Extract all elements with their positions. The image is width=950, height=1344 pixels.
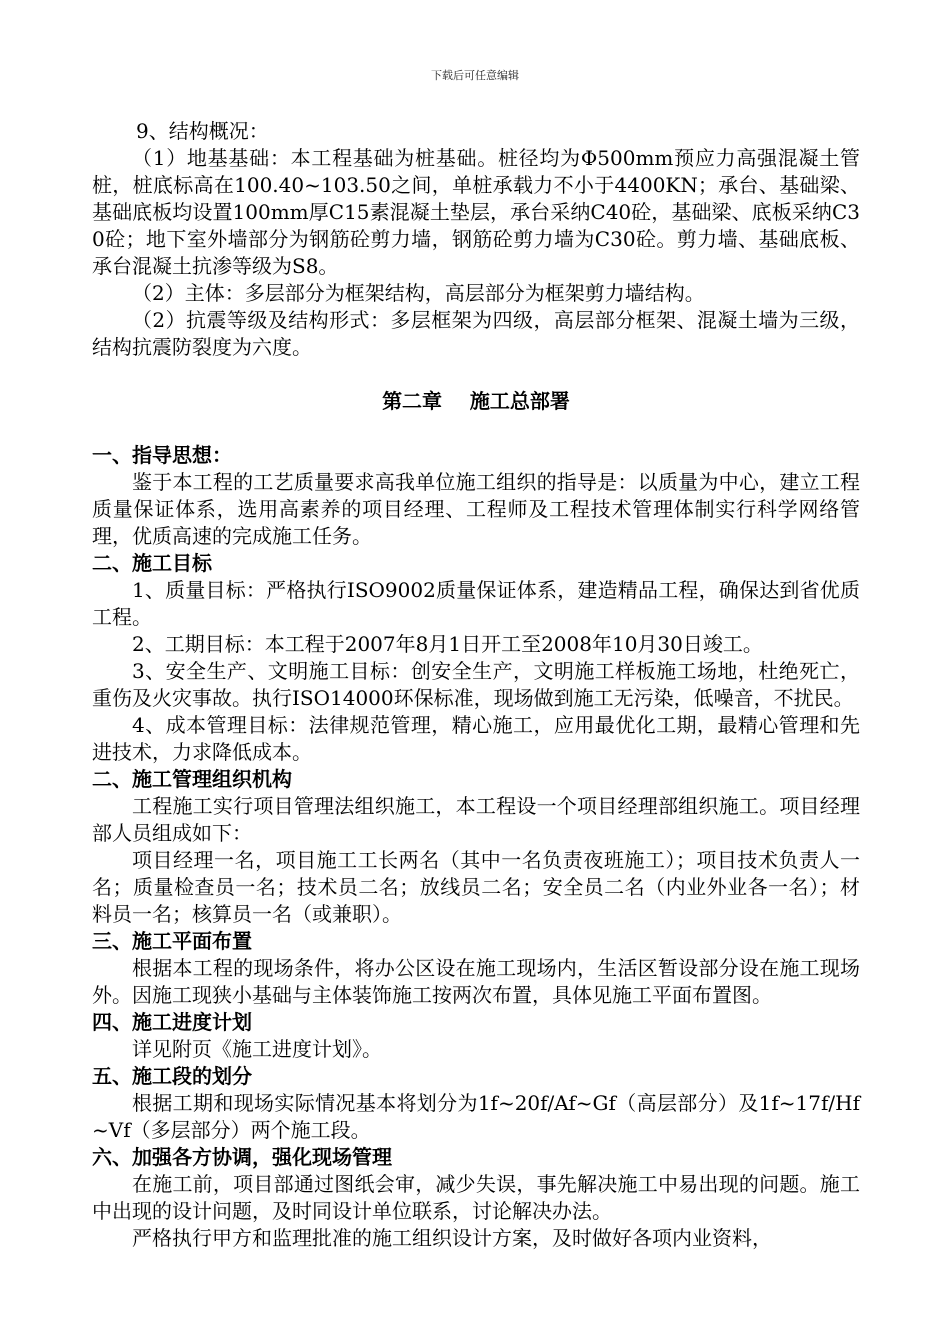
guiding-ideology-paragraph: 鉴于本工程的工艺质量要求高我单位施工组织的指导是：以质量为中心，建立工程质量保证体系，选用高素养的项目经理、工程师及工程技术管理体制实行科学网络管理，优质高速的完成施工任务。 (92, 470, 860, 548)
schedule-plan-paragraph: 详见附页《施工进度计划》。 (132, 1037, 382, 1061)
site-layout-paragraph: 根据本工程的现场条件，将办公区设在施工现场内，生活区暂设部分设在施工现场外。因施工现狭小基础与主体装饰施工按两次布置，具体见施工平面布置图。 (92, 956, 860, 1007)
section-heading-organization: 二、施工管理组织机构 (92, 767, 292, 791)
goal-cost: 4、成本管理目标：法律规范管理，精心施工，应用最优化工期，最精心管理和先进技术，力求降低成本。 (92, 713, 860, 764)
organization-paragraph-2: 项目经理一名，项目施工工长两名（其中一名负责夜班施工）；项目技术负责人一名；质量检查员一名；技术员二名；放线员二名；安全员二名（内业外业各一名）；材料员一名；核算员一名（或兼职）。 (92, 848, 860, 926)
section-heading-coordination: 六、加强各方协调，强化现场管理 (92, 1145, 392, 1169)
organization-paragraph-1: 工程施工实行项目管理法组织施工，本工程设一个项目经理部组织施工。项目经理部人员组成如下： (92, 794, 860, 845)
section-9-paragraph-2: （2）主体：多层部分为框架结构，高层部分为框架剪力墙结构。 (132, 281, 705, 305)
section-9-paragraph-1: （1）地基基础：本工程基础为桩基础。桩径均为Φ500mm预应力高强混凝土管桩，桩底标高在100.40~103.50之间，单桩承载力不小于4400KN；承台、基础梁、基础底板均设置100mm厚C15素混凝土垫层，承台采纳C40砼，基础梁、底板采纳C30砼；地下室外墙部分为钢筋砼剪力墙，钢筋砼剪力墙为C30砼。剪力墙、基础底板、承台混凝土抗渗等级为S8。 (92, 146, 860, 278)
document-body (92, 118, 860, 1252)
section-9-title: 9、结构概况： (136, 119, 269, 143)
section-heading-schedule-plan: 四、施工进度计划 (92, 1010, 252, 1034)
chapter-title: 第二章 施工总部署 (382, 389, 570, 413)
header-note: 下载后可任意编辑 (431, 69, 519, 82)
section-9-paragraph-3: （2）抗震等级及结构形式：多层框架为四级，高层部分框架、混凝土墙为三级，结构抗震防裂度为六度。 (92, 308, 860, 359)
section-heading-guiding-ideology: 一、指导思想： (92, 443, 232, 467)
section-heading-construction-sections: 五、施工段的划分 (92, 1064, 252, 1088)
section-heading-site-layout: 三、施工平面布置 (92, 929, 252, 953)
goal-quality: 1、质量目标：严格执行ISO9002质量保证体系，建造精品工程，确保达到省优质工程。 (92, 578, 860, 629)
section-heading-construction-goals: 二、施工目标 (92, 551, 212, 575)
construction-sections-paragraph: 根据工期和现场实际情况基本将划分为1f~20f/Af~Gf（高层部分）及1f~17f/Hf~Vf（多层部分）两个施工段。 (92, 1091, 860, 1142)
goal-schedule: 2、工期目标：本工程于2007年8月1日开工至2008年10月30日竣工。 (132, 632, 763, 656)
coordination-paragraph-2: 严格执行甲方和监理批准的施工组织设计方案，及时做好各项内业资料， (132, 1226, 772, 1250)
goal-safety: 3、安全生产、文明施工目标：创安全生产，文明施工样板施工场地，杜绝死亡，重伤及火灾事故。执行ISO14000环保标准，现场做到施工无污染，低噪音，不扰民。 (92, 659, 860, 710)
coordination-paragraph-1: 在施工前，项目部通过图纸会审，减少失误，事先解决施工中易出现的问题。施工中出现的设计问题，及时同设计单位联系，讨论解决办法。 (92, 1172, 860, 1223)
